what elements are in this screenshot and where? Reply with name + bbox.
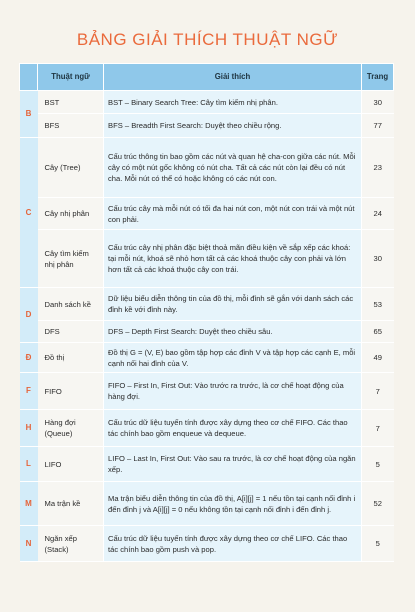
page-cell: 52 <box>362 482 394 526</box>
letter-group-d: D <box>20 288 38 343</box>
definition-cell: Cấu trúc thông tin bao gồm các nút và quan hệ cha-con giữa các nút. Mỗi cây có một nút gốc không có nút cha. Tất cả các nút còn lại đều có nút cha. Mỗi nút có thể có hoặc không có các nút con. <box>104 138 362 198</box>
table-row-danh-sach-ke <box>20 288 394 321</box>
definition-cell: Ma trận biểu diễn thông tin của đồ thị, A[i][j] = 1 nếu tồn tại cạnh nối đỉnh i đến đỉnh j và A[i][j] = 0 nếu không tồn tại cạnh nối đỉnh i đến đỉnh j. <box>104 482 362 526</box>
term-cell: BFS <box>38 114 104 138</box>
definition-cell: BST – Binary Search Tree: Cây tìm kiếm nhị phân. <box>104 91 362 114</box>
definition-cell: Cấu trúc dữ liệu tuyến tính được xây dựng theo cơ chế FIFO. Các thao tác chính bao gồm enqueue và dequeue. <box>104 410 362 447</box>
table-row-lifo <box>20 447 394 482</box>
table-row-fifo <box>20 373 394 410</box>
definition-cell: LIFO – Last In, First Out: Vào sau ra trước, là cơ chế hoạt động của ngăn xếp. <box>104 447 362 482</box>
table-row-bfs <box>20 114 394 138</box>
page-cell: 30 <box>362 230 394 288</box>
table-row-cay-tim-kiem <box>20 230 394 288</box>
term-cell: Cây nhị phân <box>38 198 104 230</box>
header-definition: Giải thích <box>104 64 362 91</box>
letter-group-dd: Đ <box>20 343 38 373</box>
letter-group-f: F <box>20 373 38 410</box>
term-cell: FIFO <box>38 373 104 410</box>
definition-cell: Dữ liệu biểu diễn thông tin của đồ thị, mỗi đỉnh sẽ gắn với danh sách các đỉnh kề với đỉnh này. <box>104 288 362 321</box>
glossary-table-container <box>19 63 393 562</box>
table-row-hang-doi <box>20 410 394 447</box>
letter-group-h: H <box>20 410 38 447</box>
header-term: Thuật ngữ <box>38 64 104 91</box>
table-row-ma-tran-ke <box>20 482 394 526</box>
term-cell: Danh sách kề <box>38 288 104 321</box>
page-cell: 7 <box>362 373 394 410</box>
letter-group-b: B <box>20 91 38 138</box>
page-cell: 65 <box>362 321 394 343</box>
term-cell: Ma trận kề <box>38 482 104 526</box>
header-letter <box>20 64 38 91</box>
term-cell: BST <box>38 91 104 114</box>
letter-group-c: C <box>20 138 38 288</box>
term-cell: Ngăn xếp (Stack) <box>38 526 104 562</box>
definition-cell: Cấu trúc cây mà mỗi nút có tối đa hai nút con, một nút con trái và một nút con phải. <box>104 198 362 230</box>
table-row-bst <box>20 91 394 114</box>
table-row-do-thi <box>20 343 394 373</box>
definition-cell: Đồ thị G = (V, E) bao gồm tập hợp các đỉnh V và tập hợp các cạnh E, mỗi cạnh nối hai đỉnh của V. <box>104 343 362 373</box>
page-cell: 53 <box>362 288 394 321</box>
letter-group-m: M <box>20 482 38 526</box>
letter-group-n: N <box>20 526 38 562</box>
term-cell: Cây (Tree) <box>38 138 104 198</box>
page-cell: 24 <box>362 198 394 230</box>
page-cell: 5 <box>362 447 394 482</box>
definition-cell: Cấu trúc dữ liệu tuyến tính được xây dựng theo cơ chế LIFO. Các thao tác chính bao gồm push và pop. <box>104 526 362 562</box>
table-row-cay <box>20 138 394 198</box>
glossary-table <box>19 63 394 562</box>
page-title: BẢNG GIẢI THÍCH THUẬT NGỮ <box>76 30 339 49</box>
table-row-dfs <box>20 321 394 343</box>
term-cell: Cây tìm kiếm nhị phân <box>38 230 104 288</box>
definition-cell: Cấu trúc cây nhị phân đặc biệt thoả mãn điều kiện về sắp xếp các khoá: tại mỗi nút, khoá sẽ nhỏ hơn tất cả các khoá thuộc cây con phải và lớn hơn tất cả các khoá thuộc cây con trái. <box>104 230 362 288</box>
table-row-cay-nhi-phan <box>20 198 394 230</box>
page-cell: 30 <box>362 91 394 114</box>
page-cell: 49 <box>362 343 394 373</box>
term-cell: Đồ thị <box>38 343 104 373</box>
page-cell: 23 <box>362 138 394 198</box>
term-cell: DFS <box>38 321 104 343</box>
table-row-ngan-xep <box>20 526 394 562</box>
table-header-row <box>20 64 394 91</box>
header-page: Trang <box>362 64 394 91</box>
term-cell: Hàng đợi (Queue) <box>38 410 104 447</box>
page-cell: 5 <box>362 526 394 562</box>
definition-cell: DFS – Depth First Search: Duyệt theo chiều sâu. <box>104 321 362 343</box>
page-cell: 7 <box>362 410 394 447</box>
definition-cell: BFS – Breadth First Search: Duyệt theo chiều rộng. <box>104 114 362 138</box>
page-cell: 77 <box>362 114 394 138</box>
term-cell: LIFO <box>38 447 104 482</box>
letter-group-l: L <box>20 447 38 482</box>
definition-cell: FIFO – First In, First Out: Vào trước ra trước, là cơ chế hoạt động của hàng đợi. <box>104 373 362 410</box>
